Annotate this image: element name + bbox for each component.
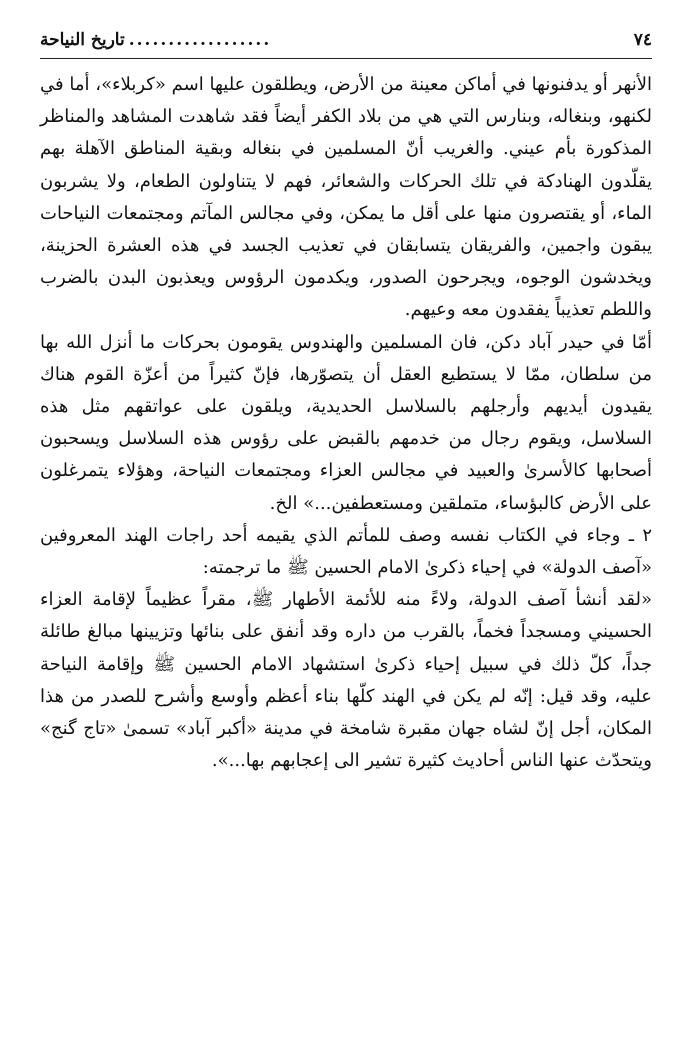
running-header — [40, 28, 652, 52]
header-dot-leader: .................. — [128, 30, 272, 50]
book-title: تاريخ النياحة — [40, 30, 125, 50]
page-body — [40, 69, 652, 777]
paragraph: الأنهر أو يدفنونها في أماكن معينة من الأرض، ويطلقون عليها اسم «كربلاء»، أما في لكنهو، وبنغاله، وبنارس التي هي من بلاد الكفر أيضاً فقد شاهدت المشاهد والمناظر المذكورة بأم عيني. والغريب أنّ المسلمين في بنغاله وبقية المناطق الآهلة بهم يقلّدون الهنادكة في تلك الحركات والشعائر، فهم لا يتناولون الطعام، ولا يشربون الماء، أو يقتصرون منها على أقل ما يمكن، وفي مجالس المآتم ومجتمعات النياحات يبقون واجمين، والفريقان يتسابقان في تعذيب الجسد في هذه العشرة الحزينة، ويخدشون الوجوه، ويجرحون الصدور، ويكدمون الرؤوس ويعذبون البدن بالضرب واللطم تعذيباً يفقدون معه وعيهم. — [40, 74, 652, 321]
page-number: ٧٤ — [633, 30, 652, 50]
paragraph: «لقد أنشأ آصف الدولة، ولاءً منه للأئمة الأطهار ﷺ، مقراً عظيماً لإقامة العزاء الحسيني ومسجداً فخماً، بالقرب من داره وقد أنفق على بنائها وتزيينها مبالغ طائلة جداً، كلّ ذلك في سبيل إحياء ذكرىٰ استشهاد الامام الحسين ﷺ وإقامة النياحة عليه، وقد قيل: إنّه لم يكن في الهند كلّها بناء أعظم وأوسع وأشرح للصدر من هذا المكان، أجل إنّ لشاه جهان مقبرة شامخة في مدينة «أكبر آباد» تسمىٰ «تاج گنج» ويتحدّث عنها الناس أحاديث كثيرة تشير الى إعجابهم بها...». — [40, 589, 652, 772]
book-page — [40, 28, 652, 777]
paragraph: ٢ ـ وجاء في الكتاب نفسه وصف للمأتم الذي يقيمه أحد راجات الهند المعروفين «آصف الدولة» في إحياء ذكرىٰ الامام الحسين ﷺ ما ترجمته: — [40, 524, 652, 579]
header-rule — [40, 58, 652, 59]
paragraph: أمّا في حيدر آباد دكن، فان المسلمين والهندوس يقومون بحركات ما أنزل الله بها من سلطان، ممّا لا يستطيع العقل أن يتصوّرها، فإنّ كثيراً من أعزّة القوم هناك يقيدون أيديهم وأرجلهم بالسلاسل الحديدية، ويلقون على عواتقهم مثل هذه السلاسل، ويقوم رجال من خدمهم بالقبض على رؤوس هذه السلاسل ويسحبون أصحابها كالأسرىٰ والعبيد في مجالس العزاء ومجتمعات النياحة، وهؤلاء يتمرغلون على الأرض كالبؤساء، متملقين ومستعطفين...» الخ. — [40, 331, 652, 514]
